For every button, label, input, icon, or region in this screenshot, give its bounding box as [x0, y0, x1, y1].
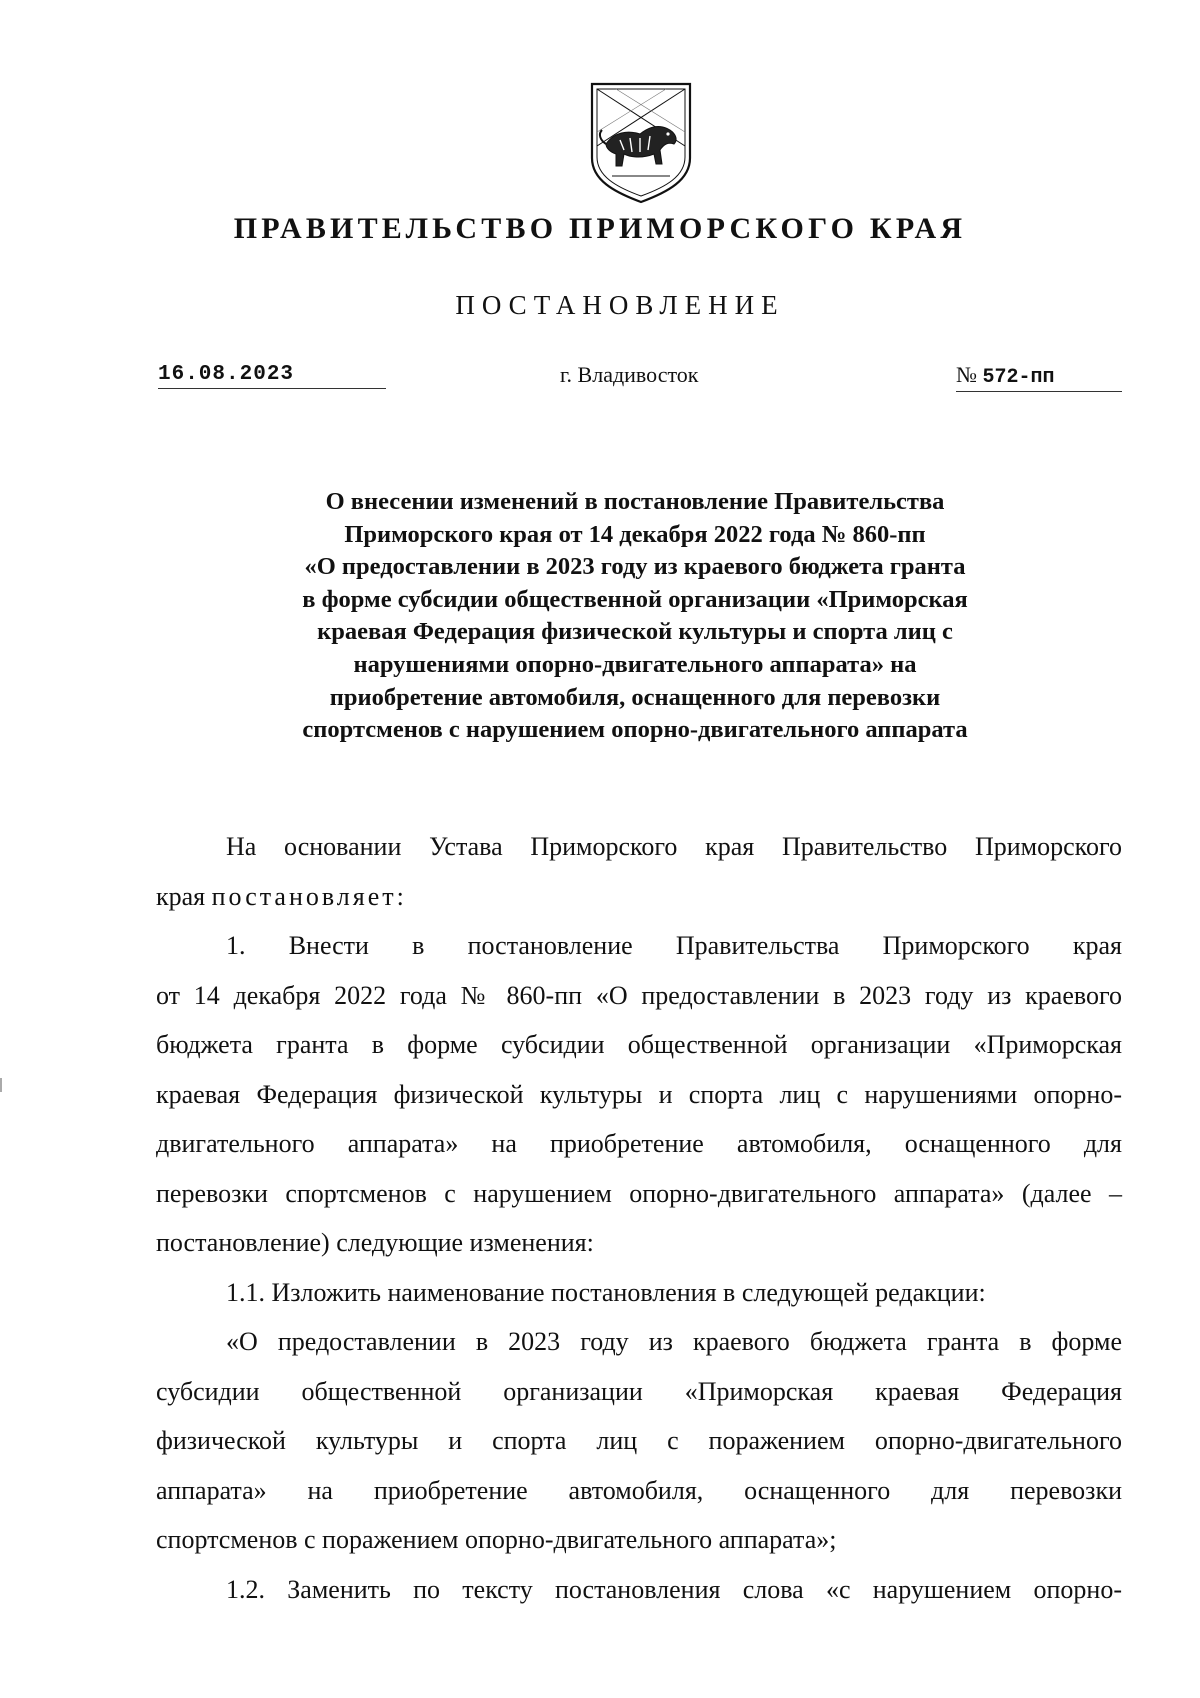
document-date: 16.08.2023 — [158, 362, 386, 389]
organization-title: ПРАВИТЕЛЬСТВО ПРИМОРСКОГО КРАЯ — [233, 212, 967, 245]
body-line: краевая Федерация физической культуры и спорта лиц с нарушениями опорно- — [156, 1079, 1122, 1109]
body-line: аппарата» на приобретение автомобиля, оснащенного для перевозки — [156, 1475, 1122, 1505]
body-line: перевозки спортсменов с нарушением опорно-двигательного аппарата» (далее – — [156, 1178, 1122, 1208]
document-body — [156, 822, 1122, 1614]
scan-artifact — [0, 1078, 2, 1092]
document-city: г. Владивосток — [560, 362, 699, 387]
subject-line: «О предоставлении в 2023 году из краевого бюджета гранта — [304, 553, 966, 581]
subject-line: приобретение автомобиля, оснащенного для перевозки — [329, 683, 941, 711]
body-line: 1.2. Заменить по тексту постановления слова «с нарушением опорно- — [226, 1574, 1122, 1604]
number-prefix: № — [956, 362, 977, 387]
body-line: субсидии общественной организации «Приморская краевая Федерация — [156, 1376, 1122, 1406]
number-value: 572-пп — [982, 366, 1055, 389]
subject-line: нарушениями опорно-двигательного аппарата» на — [353, 650, 917, 678]
document-number — [956, 362, 1122, 392]
subject-line: О внесении изменений в постановление Правительства — [325, 488, 945, 515]
body-text-fragment: края — [156, 881, 212, 911]
resolves-word: постановляет — [211, 881, 397, 911]
body-line: бюджета гранта в форме субсидии общественной организации «Приморская — [156, 1030, 1122, 1059]
coat-of-arms-icon — [588, 80, 694, 206]
document-type: ПОСТАНОВЛЕНИЕ — [455, 290, 785, 320]
subject-line: спортсменов с нарушением опорно-двигательного аппарата — [302, 716, 968, 744]
body-line — [156, 872, 1122, 922]
body-line: от 14 декабря 2022 года № 860-пп «О предоставлении в 2023 году из краевого — [156, 980, 1122, 1010]
body-line: 1. Внести в постановление Правительства Приморского края — [226, 931, 1122, 960]
body-line: На основании Устава Приморского края Правительство Приморского — [226, 832, 1122, 861]
body-line: постановление) следующие изменения: — [156, 1228, 594, 1257]
subject-line: Приморского края от 14 декабря 2022 года № 860-пп — [344, 520, 926, 548]
subject-line: краевая Федерация физической культуры и спорта лиц с — [317, 618, 953, 646]
body-line: спортсменов с поражением опорно-двигательного аппарата»; — [156, 1525, 837, 1554]
subject-line: в форме субсидии общественной организации «Приморская — [302, 585, 968, 613]
body-text-fragment: : — [396, 881, 404, 911]
body-line: физической культуры и спорта лиц с поражением опорно-двигательного — [156, 1426, 1122, 1455]
body-line: «О предоставлении в 2023 году из краевого бюджета гранта в форме — [226, 1327, 1122, 1356]
body-line: двигательного аппарата» на приобретение автомобиля, оснащенного для — [156, 1129, 1122, 1158]
document-subject — [240, 486, 1030, 747]
body-line: 1.1. Изложить наименование постановления в следующей редакции: — [226, 1277, 986, 1307]
